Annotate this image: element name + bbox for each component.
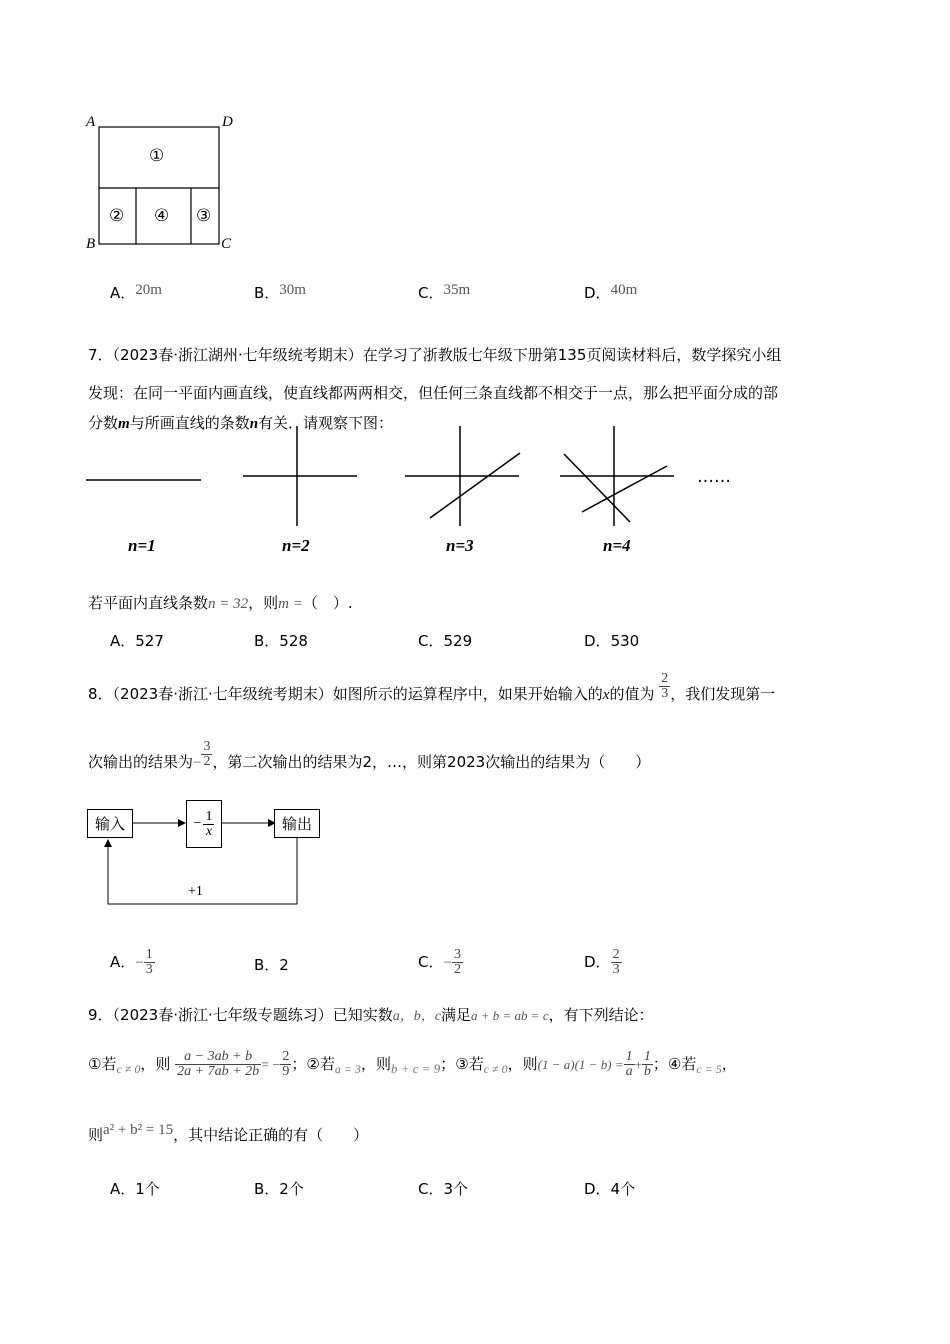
q6-option-d: D．40m xyxy=(584,282,638,302)
flow-operation-box: − $\frac{1}{x}$ xyxy=(186,800,222,848)
lines-figure xyxy=(80,420,780,560)
n4-line-d1 xyxy=(582,466,667,512)
q8-option-d: D． $\frac{2}{3}$ xyxy=(584,947,620,977)
flow-output-box: 输出 xyxy=(274,809,320,838)
flow-loop-label: +1 xyxy=(188,884,203,899)
vertex-label-c: C xyxy=(221,236,232,252)
q9-line-1: 9．（2023春·浙江·七年级专题练习）已知实数a，b，c满足a + b = ab = c，有下列结论： xyxy=(88,1006,654,1024)
q7-option-c: C．529 xyxy=(418,632,473,650)
q6-option-b: B．30m xyxy=(254,282,306,302)
label-n1: n=1 xyxy=(128,536,156,555)
q7-line-3: 分数m与所画直线的条数n有关．请观察下图： xyxy=(88,414,394,432)
vertex-label-b: B xyxy=(86,236,96,252)
q9-conclusions: ①若$_{c \ne 0}$，则 $\frac{a - 3ab + b}{2a + 7ab + 2b}$ = − $\frac{2}{9}$ ；②若$_{a = 3}$，则b + c = 9；③若$_{c \ne 0}$，则(1 − a)(1 − b) = $\frac{1}{a}$ + $\frac{1}{b}$ ；④若$_{c = 5}$， xyxy=(88,1049,737,1079)
q6-option-a: A．20m xyxy=(110,282,162,302)
flow-input-box: 输入 xyxy=(87,809,133,838)
region-2-label: ② xyxy=(109,206,125,225)
q6-option-c: C．35m xyxy=(418,282,471,302)
q9-option-b: B．2个 xyxy=(254,1180,304,1198)
q8-input-fraction: $\frac{2}{3}$ xyxy=(661,671,669,701)
q7-question: 若平面内直线条数n = 32，则m =（ ）. xyxy=(88,594,353,612)
rectangle-diagram xyxy=(84,112,244,257)
q9-option-c: C．3个 xyxy=(418,1180,469,1198)
label-n4: n=4 xyxy=(603,536,631,555)
q8-option-b: B．2 xyxy=(254,956,289,974)
q7-option-d: D．530 xyxy=(584,632,640,650)
q8-option-a: A．− $\frac{1}{3}$ xyxy=(110,947,153,977)
q7-line-2: 发现：在同一平面内画直线，使直线都两两相交，但任何三条直线都不相交于一点，那么把平面分成的部 xyxy=(88,384,779,402)
q8-line-2: 次输出的结果为− $\frac{3}{2}$ ，第二次输出的结果为2，…，则第2023次输出的结果为（ ） xyxy=(88,739,651,771)
vertex-label-a: A xyxy=(86,114,96,130)
q7-option-b: B．528 xyxy=(254,632,308,650)
q9-line-3: 则a² + b² = 15，其中结论正确的有（ ） xyxy=(88,1122,369,1144)
q9-c1-fraction: $\frac{a - 3ab + b}{2a + 7ab + 2b}$ xyxy=(177,1049,260,1079)
region-3-label: ③ xyxy=(196,206,212,225)
q8-option-c: C．− $\frac{3}{2}$ xyxy=(418,947,461,977)
lines-ellipsis: …… xyxy=(697,467,731,487)
q7-line-1: 7．（2023春·浙江湖州·七年级统考期末）在学习了浙教版七年级下册第135页阅读材料后，数学探究小组 xyxy=(88,346,782,364)
label-n3: n=3 xyxy=(446,536,474,555)
region-1-label: ① xyxy=(149,146,165,165)
q8-line-1: 8．（2023春·浙江·七年级统考期末）如图所示的运算程序中，如果开始输入的x的值为 $\frac{2}{3}$ ，我们发现第一 xyxy=(88,671,776,703)
n3-line-d xyxy=(430,453,520,518)
rectangle-figure xyxy=(84,112,244,257)
q7-option-a: A．527 xyxy=(110,632,164,650)
q8-output-fraction: $\frac{3}{2}$ xyxy=(203,739,211,769)
vertex-label-d: D xyxy=(222,114,233,130)
q9-option-a: A．1个 xyxy=(110,1180,160,1198)
region-4-label: ④ xyxy=(154,206,170,225)
label-n2: n=2 xyxy=(282,536,310,555)
n4-line-d2 xyxy=(564,454,630,522)
q9-option-d: D．4个 xyxy=(584,1180,636,1198)
